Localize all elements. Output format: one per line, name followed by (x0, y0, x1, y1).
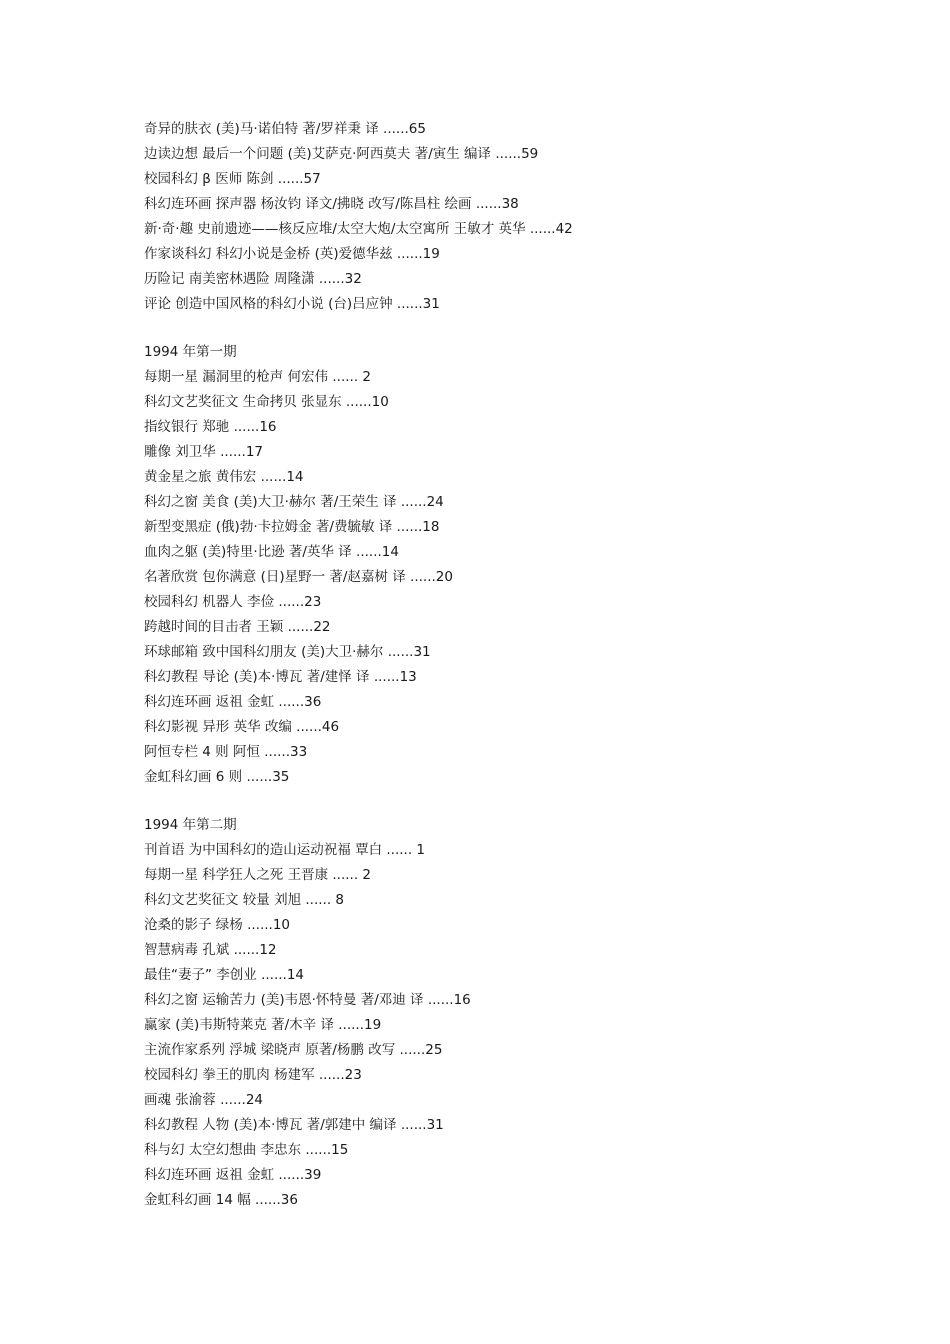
toc-entry: 每期一星 科学狂人之死 王晋康 ...... 2 (144, 867, 372, 883)
toc-entry: 最佳“妻子” 李创业 ......14 (144, 967, 304, 983)
toc-entry: 校园科幻 机器人 李俭 ......23 (144, 594, 322, 610)
document-page (144, 117, 904, 1213)
toc-entry: 历险记 南美密林遇险 周隆潇 ......32 (144, 271, 362, 287)
toc-entry: 科幻连环画 探声器 杨汝钧 译文/拂晓 改写/陈昌柱 绘画 ......38 (144, 196, 519, 212)
toc-entry: 校园科幻 拳王的肌肉 杨建军 ......23 (144, 1067, 362, 1083)
toc-entry: 科幻连环画 返祖 金虹 ......36 (144, 694, 322, 710)
toc-entry: 每期一星 漏洞里的枪声 何宏伟 ...... 2 (144, 369, 372, 385)
toc-entry: 画魂 张渝蓉 ......24 (144, 1092, 264, 1108)
toc-entry: 科幻之窗 运输苦力 (美)韦恩·怀特曼 著/邓迪 译 ......16 (144, 992, 471, 1008)
toc-entry: 新·奇·趣 史前遗迹——核反应堆/太空大炮/太空寓所 王敏才 英华 ......42 (144, 221, 573, 237)
section-1994-issue-1 (144, 340, 904, 790)
toc-entry: 阿恒专栏 4 则 阿恒 ......33 (144, 744, 308, 760)
toc-entry: 校园科幻 β 医师 陈剑 ......57 (144, 171, 321, 187)
toc-entry: 跨越时间的目击者 王颖 ......22 (144, 619, 331, 635)
section-continued (144, 117, 904, 317)
toc-entry: 环球邮箱 致中国科幻朋友 (美)大卫·赫尔 ......31 (144, 644, 431, 660)
toc-entry: 智慧病毒 孔斌 ......12 (144, 942, 277, 958)
toc-entry: 奇异的肤衣 (美)马·诺伯特 著/罗祥秉 译 ......65 (144, 121, 426, 137)
toc-entry: 科幻之窗 美食 (美)大卫·赫尔 著/王荣生 译 ......24 (144, 494, 444, 510)
toc-entry: 新型变黑症 (俄)勃·卡拉姆金 著/费毓敏 译 ......18 (144, 519, 440, 535)
toc-entry: 血肉之躯 (美)特里·比逊 著/英华 译 ......14 (144, 544, 399, 560)
toc-entry: 科幻教程 人物 (美)本·博瓦 著/郭建中 编译 ......31 (144, 1117, 444, 1133)
issue-heading: 1994 年第二期 (144, 817, 237, 833)
toc-entry: 科幻教程 导论 (美)本·博瓦 著/建怿 译 ......13 (144, 669, 417, 685)
toc-entry: 指纹银行 郑驰 ......16 (144, 419, 277, 435)
toc-entry: 雕像 刘卫华 ......17 (144, 444, 264, 460)
toc-entry: 金虹科幻画 6 则 ......35 (144, 769, 290, 785)
toc-entry: 科幻文艺奖征文 较量 刘旭 ...... 8 (144, 892, 345, 908)
toc-entry: 黄金星之旅 黄伟宏 ......14 (144, 469, 304, 485)
section-spacer (144, 317, 904, 340)
toc-entry: 作家谈科幻 科幻小说是金桥 (英)爱德华兹 ......19 (144, 246, 440, 262)
issue-heading: 1994 年第一期 (144, 344, 237, 360)
section-spacer (144, 790, 904, 813)
toc-entry: 科幻连环画 返祖 金虹 ......39 (144, 1167, 322, 1183)
toc-entry: 边读边想 最后一个问题 (美)艾萨克·阿西莫夫 著/寅生 编译 ......59 (144, 146, 539, 162)
toc-entry: 赢家 (美)韦斯特莱克 著/木辛 译 ......19 (144, 1017, 382, 1033)
toc-entry: 评论 创造中国风格的科幻小说 (台)吕应钟 ......31 (144, 296, 440, 312)
toc-entry: 金虹科幻画 14 幅 ......36 (144, 1192, 298, 1208)
toc-entry: 名著欣赏 包你满意 (日)星野一 著/赵嘉树 译 ......20 (144, 569, 453, 585)
toc-entry: 科幻影视 异形 英华 改编 ......46 (144, 719, 340, 735)
toc-entry: 刊首语 为中国科幻的造山运动祝福 覃白 ...... 1 (144, 842, 426, 858)
section-1994-issue-2 (144, 813, 904, 1213)
toc-entry: 科与幻 太空幻想曲 李忠东 ......15 (144, 1142, 349, 1158)
toc-entry: 主流作家系列 浮城 梁晓声 原著/杨鹏 改写 ......25 (144, 1042, 443, 1058)
toc-entry: 沧桑的影子 绿杨 ......10 (144, 917, 291, 933)
toc-entry: 科幻文艺奖征文 生命拷贝 张显东 ......10 (144, 394, 389, 410)
